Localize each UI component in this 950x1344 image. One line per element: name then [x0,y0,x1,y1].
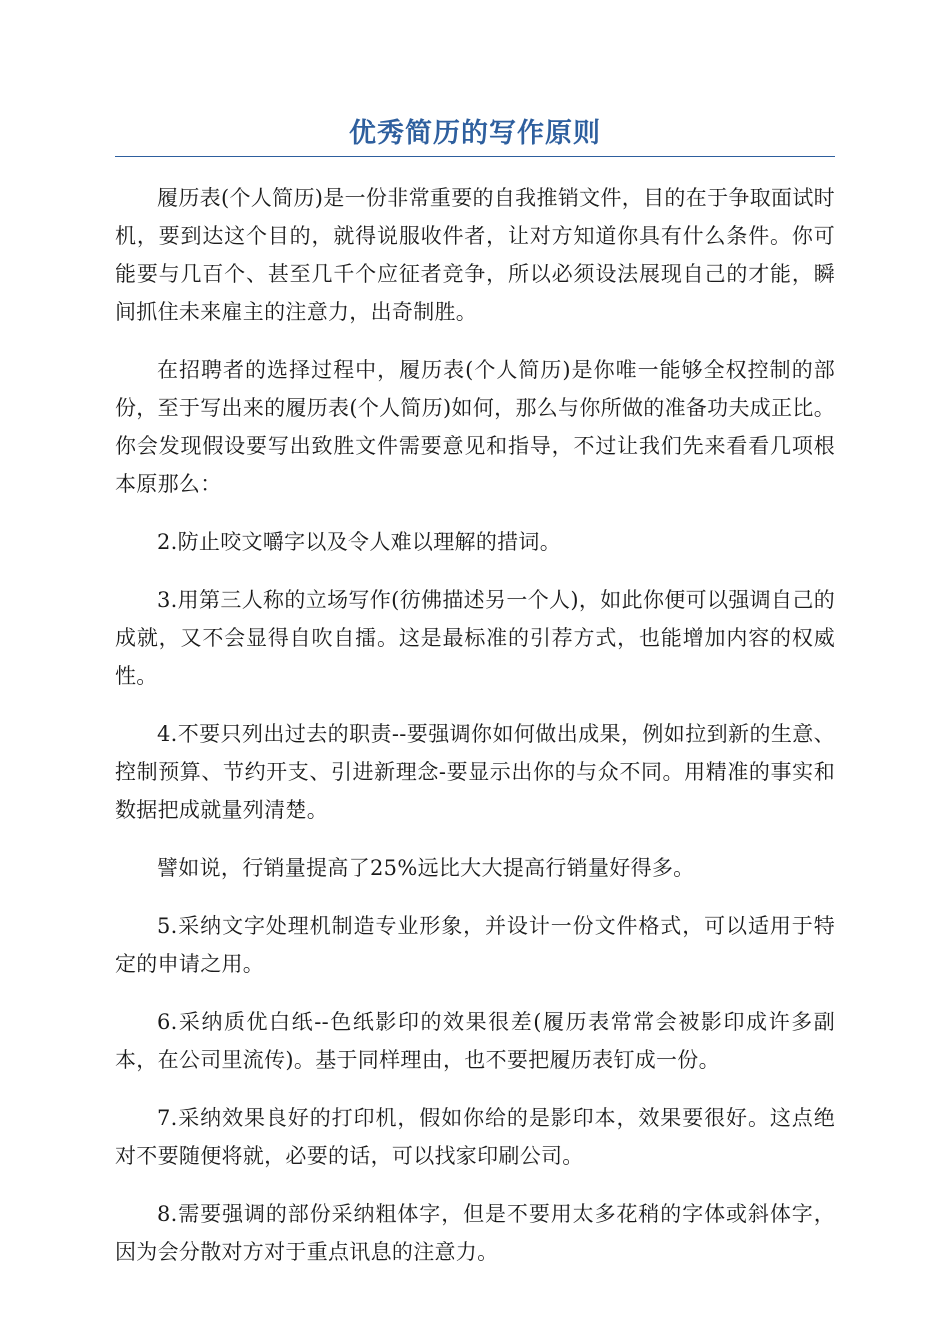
paragraph-intro: 履历表(个人简历)是一份非常重要的自我推销文件，目的在于争取面试时机，要到达这个目的，就得说服收件者，让对方知道你具有什么条件。你可能要与几百个、甚至几千个应征者竞争，所以必须设法展现自己的才能，瞬间抓住未来雇主的注意力，出奇制胜。 [115,186,835,324]
paragraph-item-3: 3.用第三人称的立场写作(彷佛描述另一个人)，如此你便可以强调自己的成就，又不会显得自吹自擂。这是最标准的引荐方式，也能增加内容的权威性。 [115,588,835,688]
document-title: 优秀简历的写作原则 [349,118,601,149]
paragraph-item-6: 6.采纳质优白纸--色纸影印的效果很差(履历表常常会被影印成许多副本，在公司里流传)。基于同样理由，也不要把履历表钉成一份。 [115,1010,835,1072]
paragraph-item-5: 5.采纳文字处理机制造专业形象，并设计一份文件格式，可以适用于特定的申请之用。 [115,914,835,976]
paragraph-item-2: 2.防止咬文嚼字以及令人难以理解的措词。 [157,530,562,554]
paragraph-item-7: 7.采纳效果良好的打印机，假如你给的是影印本，效果要很好。这点绝对不要随便将就，必要的话，可以找家印刷公司。 [115,1106,835,1168]
paragraph-item-4: 4.不要只列出过去的职责--要强调你如何做出成果，例如拉到新的生意、控制预算、节约开支、引进新理念-要显示出你的与众不同。用精准的事实和数据把成就量列清楚。 [115,722,835,822]
title-underline [115,156,835,157]
document-page [115,0,835,1271]
paragraph-example: 譬如说，行销量提高了25%远比大大提高行销量好得多。 [157,856,695,880]
paragraph-item-8: 8.需要强调的部份采纳粗体字，但是不要用太多花稍的字体或斜体字，因为会分散对方对于重点讯息的注意力。 [115,1202,835,1264]
paragraph-selection-process: 在招聘者的选择过程中，履历表(个人简历)是你唯一能够全权控制的部份，至于写出来的履历表(个人简历)如何，那么与你所做的准备功夫成正比。你会发现假设要写出致胜文件需要意见和指导，不过让我们先来看看几项根本原那么： [115,358,835,496]
